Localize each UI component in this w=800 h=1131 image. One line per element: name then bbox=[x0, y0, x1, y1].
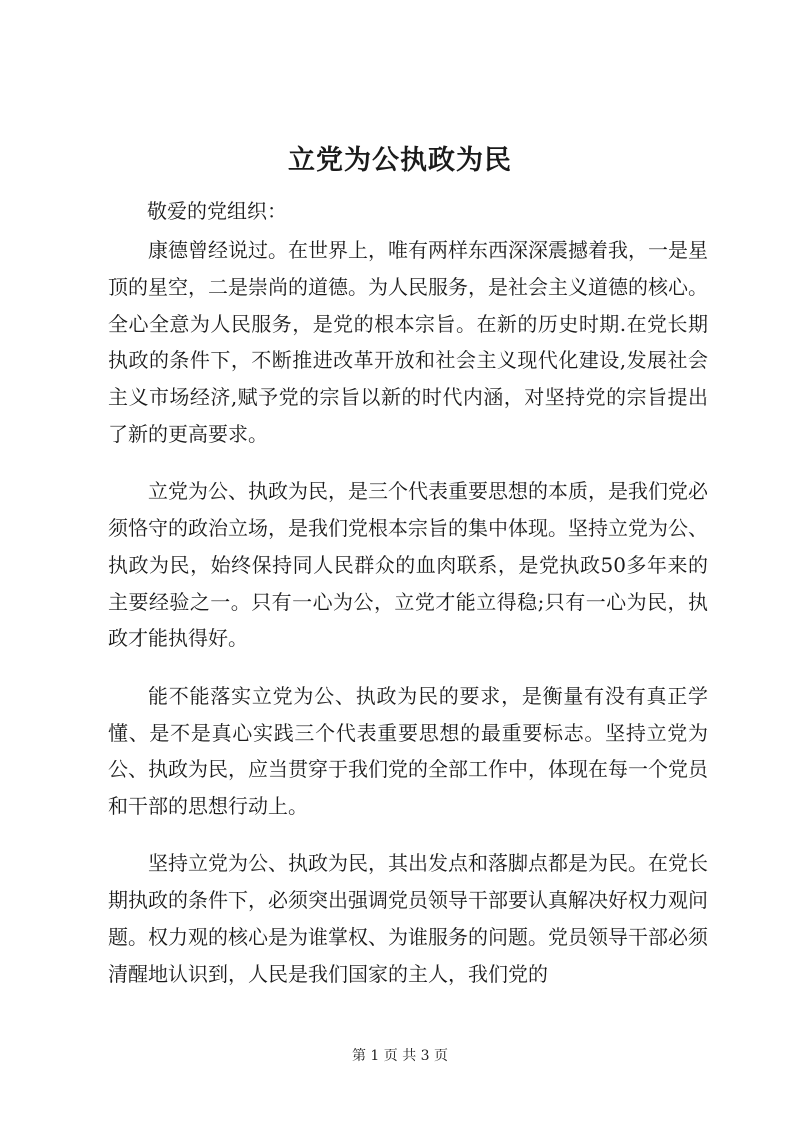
salutation: 敬爱的党组织： bbox=[147, 199, 287, 223]
paragraph: 坚持立党为公、执政为民，其出发点和落脚点都是为民。在党长期执政的条件下，必须突出强调党员领导干部要认真解决好权力观问题。权力观的核心是为谁掌权、为谁服务的问题。党员领导干部必须清醒地认识到，人民是我们国家的主人，我们党的 bbox=[108, 851, 708, 986]
page-footer: 第 1 页 共 3 页 bbox=[351, 1048, 449, 1064]
document-title: 立党为公执政为民 bbox=[288, 145, 512, 176]
paragraph: 康德曾经说过。在世界上，唯有两样东西深深震撼着我，一是星顶的星空，二是崇尚的道德。为人民服务，是社会主义道德的核心。全心全意为人民服务，是党的根本宗旨。在新的历史时期.在党长期执政的条件下，不断推进改革开放和社会主义现代化建设,发展社会主义市场经济,赋予党的宗旨以新的时代内涵，对坚持党的宗旨提出了新的更高要求。 bbox=[108, 238, 708, 446]
document-body bbox=[108, 232, 708, 1013]
paragraph: 立党为公、执政为民，是三个代表重要思想的本质，是我们党必须恪守的政治立场，是我们党根本宗旨的集中体现。坚持立党为公、执政为民，始终保持同人民群众的血肉联系，是党执政50多年来的主要经验之一。只有一心为公，立党才能立得稳;只有一心为民，执政才能执得好。 bbox=[108, 479, 708, 651]
paragraph: 能不能落实立党为公、执政为民的要求，是衡量有没有真正学懂、是不是真心实践三个代表重要思想的最重要标志。坚持立党为公、执政为民，应当贯穿于我们党的全部工作中，体现在每一个党员和干部的思想行动上。 bbox=[108, 683, 708, 819]
